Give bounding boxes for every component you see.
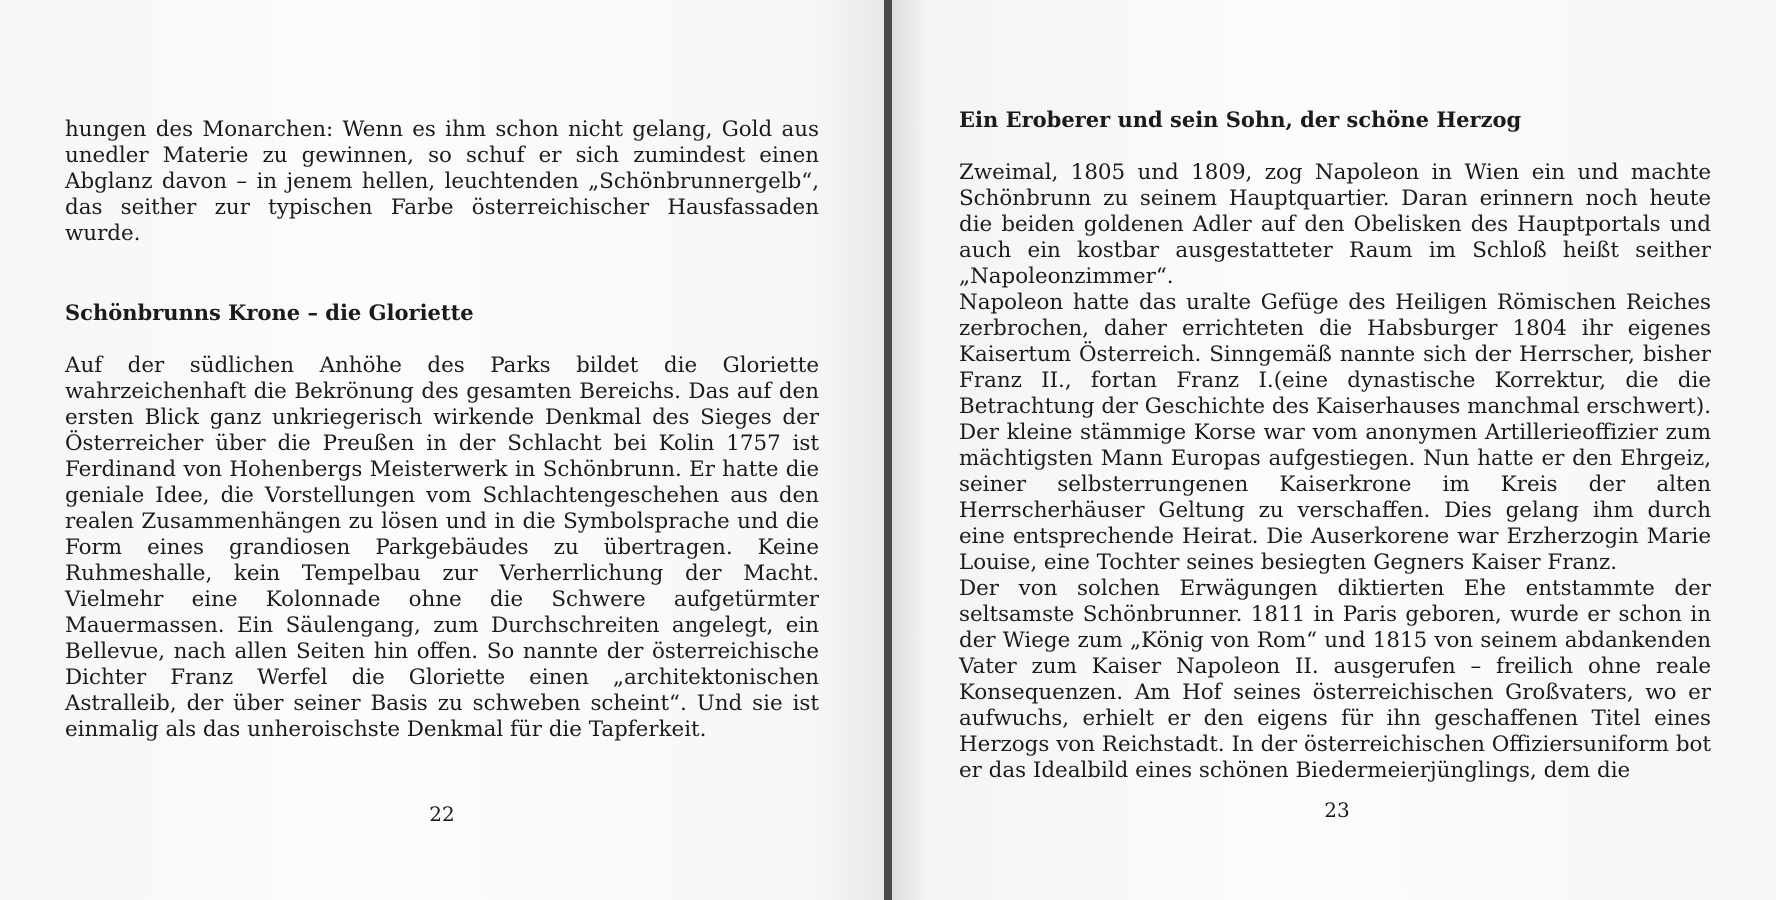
napoleon-text-block (959, 160, 1711, 784)
right-page (892, 0, 1776, 900)
napoleon-paragraph-1: Zweimal, 1805 und 1809, zog Napoleon in Wien ein und machte Schönbrunn zu seinem Hauptquartier. Daran erinnern noch heute die beiden goldenen Adler auf den Obelisken des Hauptportals und auch ein kostbar ausgestatteter Raum im Schloß heißt seither „Napoleonzimmer“. (959, 160, 1711, 289)
page-number-right: 23 (1324, 798, 1350, 822)
left-page (0, 0, 884, 900)
napoleon-paragraph-2: Napoleon hatte das uralte Gefüge des Heiligen Römischen Reiches zerbrochen, daher errichteten die Habsburger 1804 ihr eigenes Kaisertum Österreich. Sinngemäß nannte sich der Herrscher, bisher Franz II., fortan Franz I.(eine dynastische Korrektur, die die Betrachtung der Geschichte des Kaiserhauses manchmal erschwert). Der kleine stämmige Korse war vom anonymen Artillerieoffizier zum mächtigsten Mann Europas aufgestiegen. Nun hatte er den Ehrgeiz, seiner selbsterrungenen Kaiserkrone im Kreis der alten Herrscherhäuser Geltung zu verschaffen. Dies gelang ihm durch eine entsprechende Heirat. Die Auserkorene war Erzherzogin Marie Louise, eine Tochter seines besiegten Gegners Kaiser Franz. (959, 290, 1711, 575)
section-heading-gloriette: Schönbrunns Krone – die Gloriette (65, 300, 474, 325)
intro-paragraph: hungen des Monarchen: Wenn es ihm schon nicht gelang, Gold aus unedler Materie zu gewinnen, so schuf er sich zumindest einen Abglanz davon – in jenem hellen, leuchtenden „Schönbrunnergelb“, das seither zur typischen Farbe österreichischer Hausfassaden wurde. (65, 117, 819, 246)
page-number-left: 22 (429, 802, 455, 826)
gloriette-paragraph: Auf der südlichen Anhöhe des Parks bildet die Gloriette wahrzeichenhaft die Bekrönung des gesamten Bereichs. Das auf den ersten Blick ganz unkriegerisch wirkende Denkmal des Sieges der Österreicher über die Preußen in der Schlacht bei Kolin 1757 ist Ferdinand von Hohenbergs Meisterwerk in Schönbrunn. Er hatte die geniale Idee, die Vorstellungen vom Schlachtengeschehen aus den realen Zusammenhängen zu lösen und in die Symbolsprache und die Form eines grandiosen Parkgebäudes zu übertragen. Keine Ruhmeshalle, kein Tempelbau zur Verherrlichung der Macht. Vielmehr eine Kolonnade ohne die Schwere aufgetürmter Mauermassen. Ein Säulengang, zum Durchschreiten angelegt, ein Bellevue, nach allen Seiten hin offen. So nannte der österreichische Dichter Franz Werfel die Gloriette einen „architektonischen Astralleib, der über seiner Basis zu schweben scheint“. Und sie ist einmalig als das unheroischste Denkmal für die Tapferkeit. (65, 353, 819, 742)
book-gutter (884, 0, 892, 900)
napoleon-paragraph-3: Der von solchen Erwägungen diktierten Ehe entstammte der seltsamste Schönbrunner. 1811 in Paris geboren, wurde er schon in der Wiege zum „König von Rom“ und 1815 von seinem abdankenden Vater zum Kaiser Napoleon II. ausgerufen – freilich ohne reale Konsequenzen. Am Hof seines österreichischen Großvaters, wo er aufwuchs, erhielt er den eigens für ihn geschaffenen Titel eines Herzogs von Reichstadt. In der österreichischen Offiziersuniform bot er das Idealbild eines schönen Biedermeierjünglings, dem die (959, 576, 1711, 783)
section-heading-napoleon: Ein Eroberer und sein Sohn, der schöne Herzog (959, 107, 1522, 132)
